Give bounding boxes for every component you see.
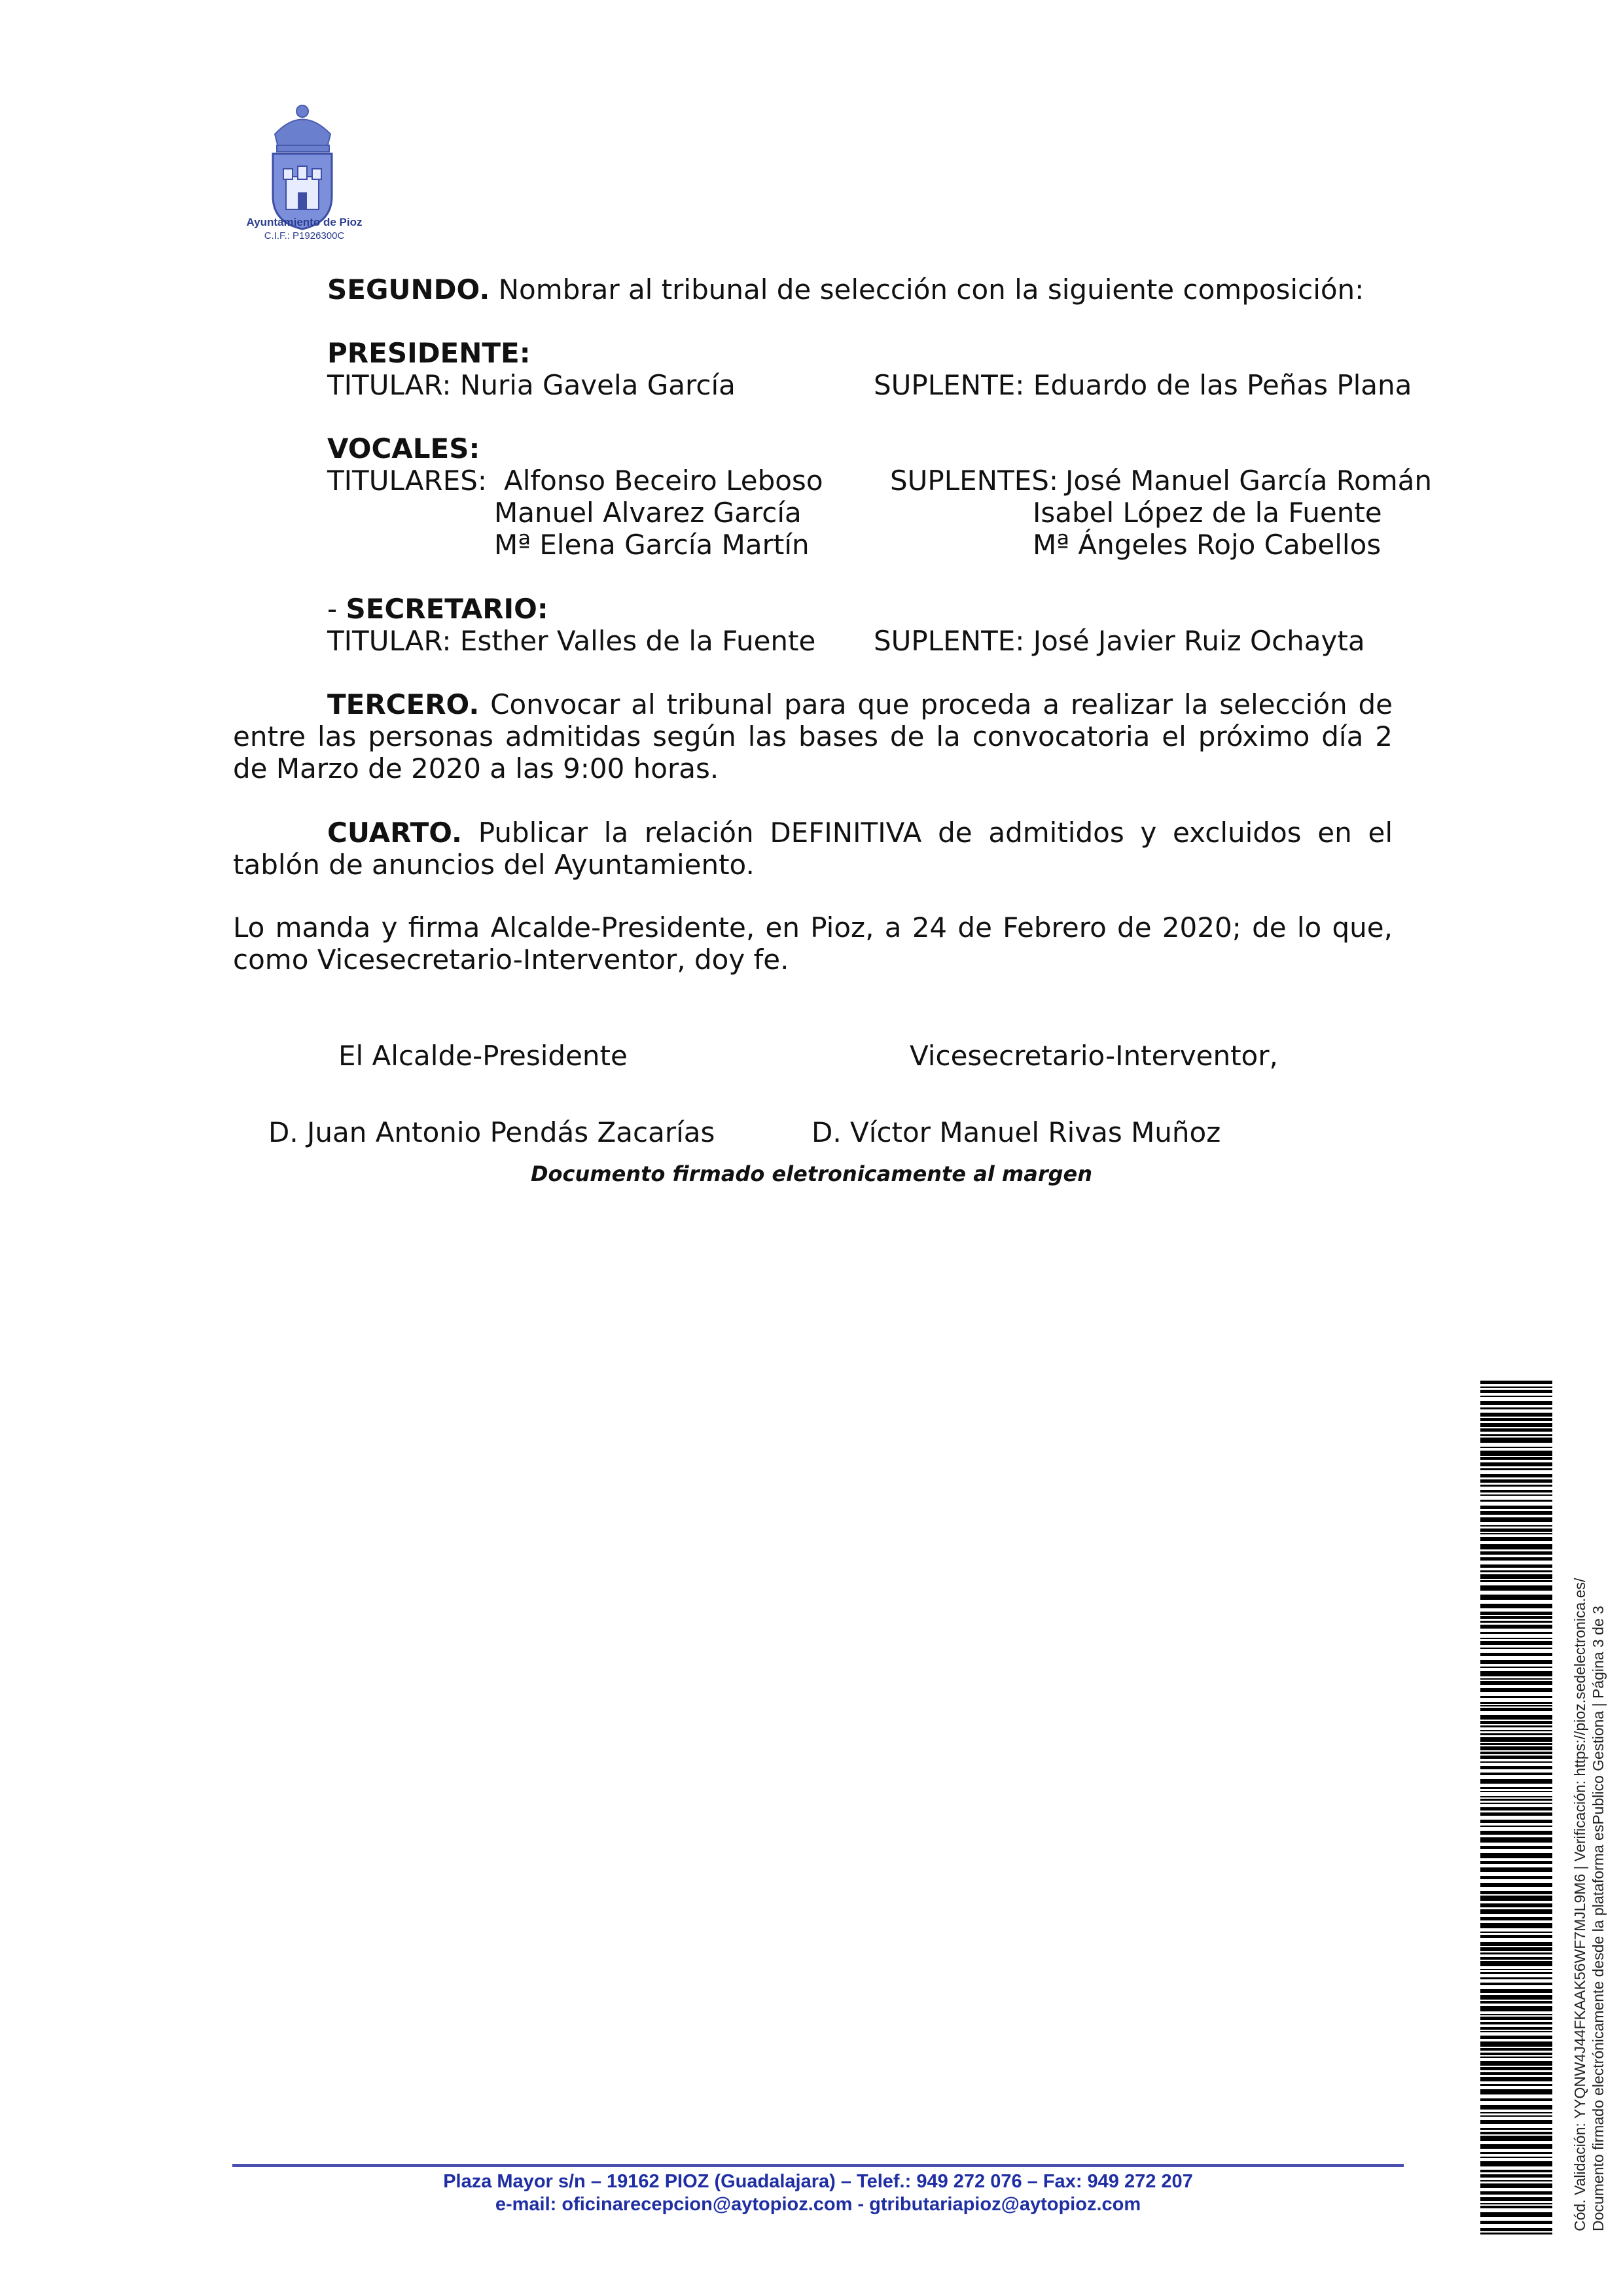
secretario-prefix: -	[327, 593, 346, 625]
footer-email: e-mail: oficinarecepcion@aytopioz.com - gtributariapioz@aytopioz.com	[495, 2194, 1141, 2215]
footer-address: Plaza Mayor s/n – 19162 PIOZ (Guadalajara) – Telef.: 949 272 076 – Fax: 949 272 207	[443, 2171, 1193, 2192]
closing-paragraph: Lo manda y firma Alcalde-Presidente, en Pioz, a 24 de Febrero de 2020; de lo que, como Vicesecretario-Interventor, doy fe.	[233, 911, 1393, 976]
vicesecretary-role: Vicesecretario-Interventor,	[910, 1040, 1278, 1072]
vocal-titular-2: Manuel Alvarez García	[494, 497, 802, 529]
vocales-titulares-label: TITULARES:	[327, 465, 488, 497]
validation-line-2: Documento firmado electrónicamente desde la plataforma esPublico Gestiona | Página 3 de 3	[1590, 1606, 1607, 2231]
vicesecretary-name: D. Víctor Manuel Rivas Muñoz	[812, 1116, 1221, 1148]
segundo-label: SEGUNDO.	[327, 274, 490, 306]
vocal-titular-3: Mª Elena García Martín	[494, 529, 810, 561]
electronic-signature-note: Documento firmado eletronicamente al margen	[530, 1161, 1092, 1186]
tercero-label: TERCERO.	[327, 688, 480, 720]
validation-line-1: Cód. Validación: YYQNW4J44FKAAK56WF7MJL9M6 | Verificación: https://pioz.sedelectronica.es/	[1571, 1578, 1588, 2231]
cuarto-label: CUARTO.	[327, 817, 462, 849]
presidente-titular: TITULAR: Nuria Gavela García	[327, 369, 736, 401]
vocal-suplente-3: Mª Ángeles Rojo Cabellos	[1033, 529, 1382, 561]
secretario-heading: SECRETARIO:	[346, 593, 548, 625]
vocal-titular-1: Alfonso Beceiro Leboso	[504, 465, 823, 497]
mayor-name: D. Juan Antonio Pendás Zacarías	[268, 1116, 715, 1148]
tax-id: C.I.F.: P1926300C	[264, 230, 345, 241]
vocal-suplente-2: Isabel López de la Fuente	[1033, 497, 1382, 529]
vocal-suplente-1: José Manuel García Román	[1065, 465, 1432, 497]
municipality-name: Ayuntamiento de Pioz	[246, 216, 363, 228]
presidente-suplente: SUPLENTE: Eduardo de las Peñas Plana	[874, 369, 1412, 401]
cuarto-text: Publicar la relación DEFINITIVA de admitidos y excluidos en el tablón de anuncios del Ayuntamiento.	[233, 817, 1393, 881]
secretario-suplente: SUPLENTE: José Javier Ruiz Ochayta	[874, 625, 1365, 657]
secretario-titular: TITULAR: Esther Valles de la Fuente	[327, 625, 816, 657]
footer-divider	[232, 2164, 1404, 2167]
vocales-suplentes-label: SUPLENTES:	[890, 465, 1059, 497]
validation-barcode	[1480, 1381, 1552, 2234]
secretario-heading-line	[327, 593, 548, 625]
validation-text	[1571, 1578, 1607, 2231]
presidente-heading: PRESIDENTE:	[327, 337, 531, 369]
segundo-text: Nombrar al tribunal de selección con la siguiente composición:	[490, 274, 1364, 306]
segundo-paragraph	[327, 274, 1364, 306]
tercero-text: Convocar al tribunal para que proceda a realizar la selección de entre las personas admitidas según las bases de la convocatoria el próximo día 2 de Marzo de 2020 a las 9:00 horas.	[233, 688, 1393, 785]
mayor-role: El Alcalde-Presidente	[338, 1040, 628, 1072]
tercero-paragraph	[233, 688, 1393, 785]
vocales-heading: VOCALES:	[327, 433, 480, 465]
cuarto-paragraph	[233, 817, 1393, 881]
